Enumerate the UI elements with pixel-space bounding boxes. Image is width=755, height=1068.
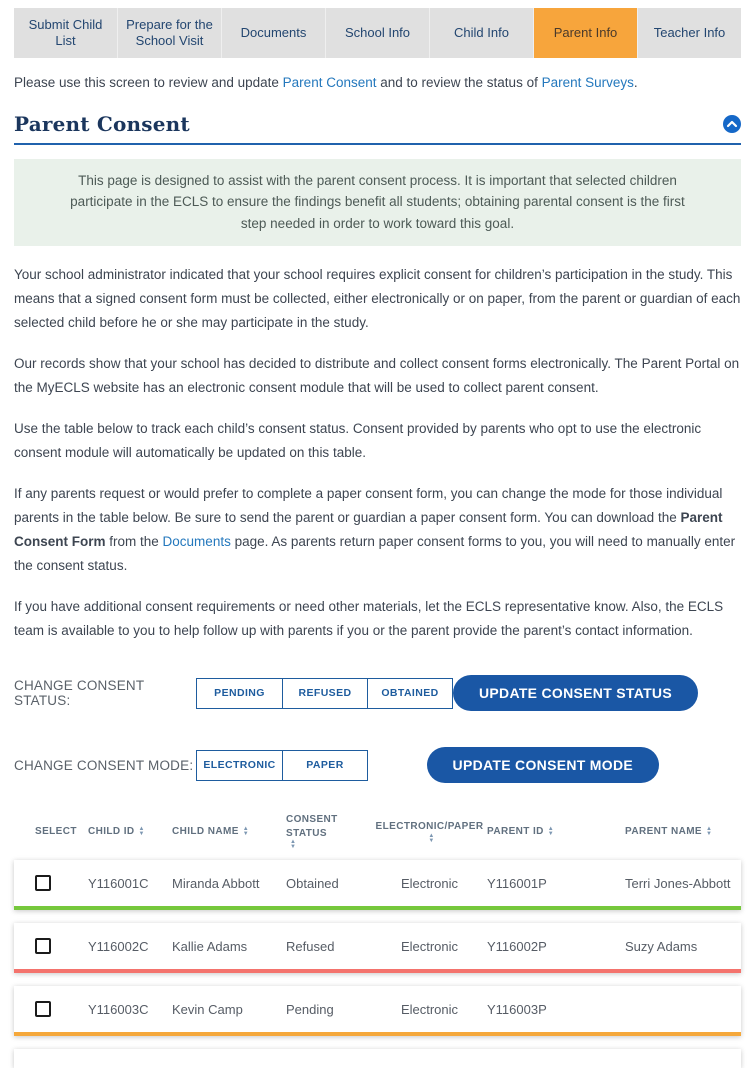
p4-part3: page. As parents return paper consent forms to you, you will need to manually enter the consent status. — [14, 534, 736, 574]
row-checkbox[interactable] — [35, 938, 51, 954]
child-id-cell: Y116003C — [88, 1001, 149, 1017]
column-header-child-name[interactable] — [158, 825, 272, 839]
select-cell — [14, 1001, 74, 1017]
table-header — [14, 813, 741, 860]
update-consent-mode-button[interactable]: UPDATE CONSENT MODE — [427, 747, 659, 783]
select-cell — [14, 938, 74, 954]
tab-documents[interactable]: Documents — [222, 8, 326, 58]
intro-part2: and to review the status of — [376, 75, 542, 90]
option-paper[interactable]: PAPER — [282, 751, 367, 780]
update-consent-status-button[interactable]: UPDATE CONSENT STATUS — [453, 675, 698, 711]
paragraph-additional-help: If you have additional consent requirements or need other materials, let the ECLS representative know. Also, the ECLS team is available to you to help follow up with parents if you or the parent provide the parent’s contact information. — [14, 599, 724, 639]
documents-link[interactable]: Documents — [162, 534, 231, 550]
parent-id-cell: Y116001P — [487, 875, 547, 891]
consent-table — [14, 813, 741, 1068]
child-name-cell: Miranda Abbott — [172, 875, 260, 891]
intro-part1: Please use this screen to review and update — [14, 75, 283, 90]
column-label: CHILD NAME — [172, 826, 239, 838]
option-electronic[interactable]: ELECTRONIC — [197, 751, 282, 780]
column-label: ELECTRONIC/PAPER — [375, 821, 484, 833]
chevron-up-icon[interactable] — [723, 115, 741, 133]
column-header-parent-name[interactable] — [577, 825, 741, 839]
page-title: Parent Consent — [14, 111, 190, 136]
change-consent-status-label: CHANGE CONSENT STATUS: — [14, 678, 145, 709]
info-box: This page is designed to assist with the parent consent process. It is important that selected children participate in the ECLS to ensure the findings benefit all students; obtaining parental consent is the first step needed in order to work toward this goal. — [14, 159, 741, 247]
section-header — [14, 112, 741, 145]
table-row-partial — [14, 1049, 741, 1068]
option-obtained[interactable]: OBTAINED — [367, 679, 452, 708]
column-label: CONSENT STATUS — [286, 814, 338, 839]
column-label: CHILD ID — [88, 826, 135, 838]
tab-prepare-for-the-school-visit[interactable]: Prepare for the School Visit — [118, 8, 222, 58]
consent-status-cell: Refused — [286, 938, 335, 954]
consent-mode-options — [196, 750, 368, 781]
consent-status-cell: Obtained — [286, 875, 339, 891]
p4-part2: from the — [105, 534, 163, 550]
column-header-electronic-paper[interactable] — [372, 820, 487, 844]
sort-icon[interactable]: ▲ ▼ — [138, 825, 145, 837]
row-checkbox[interactable] — [35, 1001, 51, 1017]
parent-consent-link[interactable]: Parent Consent — [282, 75, 377, 90]
intro-text — [14, 72, 741, 94]
table-body — [14, 860, 741, 1068]
column-header-child-id[interactable] — [74, 825, 158, 839]
column-label: PARENT NAME — [625, 826, 702, 838]
column-label: SELECT — [35, 826, 77, 838]
parent-id-cell: Y116003P — [487, 1001, 547, 1017]
change-consent-mode-label: CHANGE CONSENT MODE: — [14, 757, 194, 773]
table-row — [14, 860, 741, 910]
paragraph-track-status: Use the table below to track each child’s consent status. Consent provided by parents who opt to use the electronic consent module will automatically be updated on this table. — [14, 421, 702, 461]
change-consent-mode-row — [14, 747, 741, 783]
sort-icon[interactable]: ▲ ▼ — [547, 825, 555, 837]
paragraph-explicit-consent: Your school administrator indicated that your school requires explicit consent for children’s participation in the study. This means that a signed consent form must be collected, either electronically or on paper, from the parent or guardian of each selected child before he or she may participate in the study. — [14, 267, 741, 331]
parent-name-cell: Suzy Adams — [625, 938, 698, 954]
tab-school-info[interactable]: School Info — [326, 8, 430, 58]
option-pending[interactable]: PENDING — [197, 679, 282, 708]
intro-part3: . — [633, 75, 638, 90]
tab-parent-info[interactable]: Parent Info — [534, 8, 638, 58]
child-name-cell: Kevin Camp — [172, 1001, 243, 1017]
column-header-select — [14, 825, 77, 839]
change-consent-status-row — [14, 675, 741, 711]
parent-id-cell: Y116002P — [487, 938, 547, 954]
table-row — [14, 923, 741, 973]
child-name-cell: Kallie Adams — [172, 938, 248, 954]
parent-consent-form-label: Parent Consent Form — [14, 510, 723, 550]
sort-icon[interactable]: ▲ ▼ — [706, 825, 713, 837]
tab-bar — [14, 8, 741, 58]
sort-icon[interactable]: ▲ ▼ — [428, 832, 435, 844]
electronic-paper-cell: Electronic — [400, 1001, 459, 1017]
p4-part1: If any parents request or would prefer to complete a paper consent form, you can change the mode for those individual parents in the table below. Be sure to send the parent or guardian a paper consent form. You can download the — [14, 486, 723, 526]
sort-icon[interactable]: ▲ ▼ — [290, 839, 297, 851]
paragraph-paper-mode — [14, 482, 741, 578]
tab-child-info[interactable]: Child Info — [430, 8, 534, 58]
column-label: PARENT ID — [487, 826, 544, 838]
tab-teacher-info[interactable]: Teacher Info — [638, 8, 741, 58]
option-refused[interactable]: REFUSED — [282, 679, 367, 708]
tab-submit-child-list[interactable]: Submit Child List — [14, 8, 118, 58]
paragraph-electronic-collection: Our records show that your school has decided to distribute and collect consent forms electronically. The Parent Portal on the MyECLS website has an electronic consent module that will be used to collect parent consent. — [14, 356, 740, 396]
child-id-cell: Y116001C — [88, 875, 149, 891]
row-checkbox[interactable] — [35, 875, 51, 891]
consent-status-options — [196, 678, 453, 709]
consent-status-cell: Pending — [286, 1001, 334, 1017]
table-row — [14, 986, 741, 1036]
column-header-parent-id[interactable] — [487, 825, 577, 839]
parent-surveys-link[interactable]: Parent Surveys — [541, 75, 634, 90]
parent-name-cell: Terri Jones-Abbott — [625, 875, 731, 891]
electronic-paper-cell: Electronic — [400, 938, 459, 954]
child-id-cell: Y116002C — [88, 938, 149, 954]
select-cell — [14, 875, 74, 891]
column-header-consent-status[interactable] — [272, 813, 372, 850]
sort-icon[interactable]: ▲ ▼ — [242, 825, 250, 837]
electronic-paper-cell: Electronic — [400, 875, 459, 891]
